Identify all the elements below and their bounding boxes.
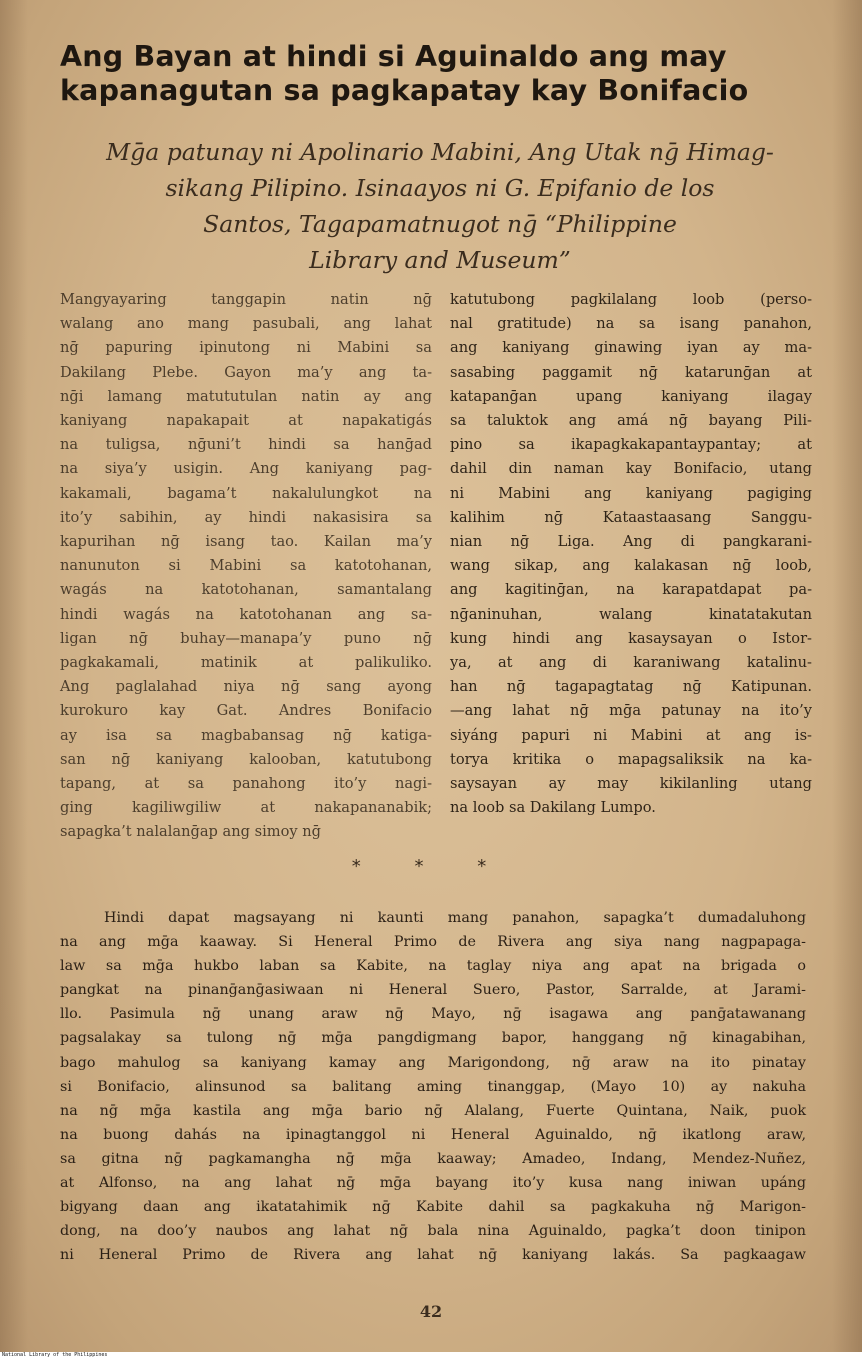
- text-line: bago mahulog sa kaniyang kamay ang Marigondong, nḡ araw na ito pinatay: [60, 1054, 806, 1071]
- text-line: ligan nḡ buhay—manapa’y puno nḡ: [60, 629, 432, 647]
- article-title: [60, 40, 820, 108]
- subtitle-line: sikang Pilipino. Isinaayos ni G. Epifanio de los: [165, 174, 715, 202]
- text-line: ya, at ang di karaniwang katalinu-: [450, 654, 812, 672]
- subtitle-line: Mḡa patunay ni Apolinario Mabini, Ang Utak nḡ Himag-: [106, 138, 774, 166]
- text-line: kurokuro kay Gat. Andres Bonifacio: [60, 702, 432, 720]
- subtitle-line: Santos, Tagapamatnugot nḡ “Philippine: [203, 210, 677, 238]
- body-paragraph: [60, 906, 806, 1267]
- text-line: nḡi lamang matututulan natin ay ang: [60, 387, 432, 405]
- text-line: bigyang daan ang ikatatahimik nḡ Kabite dahil sa pagkakuha nḡ Marigon-: [60, 1199, 806, 1216]
- text-line: Dakilang Plebe. Gayon ma’y ang ta-: [60, 363, 432, 381]
- text-line: sa taluktok ang amá nḡ bayang Pili-: [450, 412, 812, 430]
- text-line: nḡaninuhan, walang kinatatakutan: [450, 605, 812, 623]
- text-line: sapagka’t nalalanḡap ang simoy nḡ: [60, 823, 322, 841]
- text-line: walang ano mang pasubali, ang lahat: [60, 315, 432, 333]
- text-line: kakamali, bagama’t nakalulungkot na: [60, 484, 432, 502]
- text-line: kung hindi ang kasaysayan o Istor-: [450, 629, 812, 647]
- text-line: ging kagiliwgiliw at nakapananabik;: [60, 799, 432, 817]
- text-line: torya kritika o mapagsaliksik na ka-: [450, 750, 812, 768]
- title-line: Ang Bayan at hindi si Aguinaldo ang may: [60, 40, 727, 73]
- text-line: ito’y sabihin, ay hindi nakasisira sa: [60, 508, 432, 526]
- text-line: tapang, at sa panahong ito’y nagi-: [60, 775, 432, 793]
- text-line: —ang lahat nḡ mḡa patunay na ito’y: [450, 702, 812, 720]
- text-line: dahil din naman kay Bonifacio, utang: [450, 460, 812, 478]
- text-line: sa gitna nḡ pagkamangha nḡ mḡa kaaway; Amadeo, Indang, Mendez-Nuñez,: [60, 1150, 806, 1167]
- text-line: nal gratitude) na sa isang panahon,: [450, 315, 812, 333]
- text-line: kalihim nḡ Kataastaasang Sanggu-: [450, 508, 812, 526]
- text-line: na siya’y usigin. Ang kaniyang pag-: [60, 460, 432, 478]
- text-line: at Alfonso, na ang lahat nḡ mḡa bayang ito’y kusa nang iniwan upáng: [60, 1175, 806, 1192]
- text-line: ay isa sa magbabansag nḡ katiga-: [60, 726, 432, 744]
- text-line: han nḡ tagapagtatag nḡ Katipunan.: [450, 678, 812, 696]
- page-shadow-left: [0, 0, 28, 1352]
- text-line: na ang mḡa kaaway. Si Heneral Primo de Rivera ang siya nang nagpapaga-: [60, 934, 806, 951]
- article-subtitle: [60, 134, 820, 278]
- subtitle-line: Library and Museum”: [309, 246, 571, 274]
- text-line: nian nḡ Liga. Ang di pangkarani-: [450, 533, 812, 551]
- text-line: na loob sa Dakilang Lumpo.: [450, 799, 656, 817]
- library-footer: National Library of the Philippines: [0, 1352, 862, 1358]
- text-line: ang kagitinḡan, na karapatdapat pa-: [450, 581, 812, 599]
- text-line: na nḡ mḡa kastila ang mḡa bario nḡ Alalang, Fuerte Quintana, Naik, puok: [60, 1102, 806, 1119]
- text-line: kapurihan nḡ isang tao. Kailan ma’y: [60, 533, 432, 551]
- text-line: ni Mabini ang kaniyang pagiging: [450, 484, 812, 502]
- text-line: Hindi dapat magsayang ni kaunti mang panahon, sapagka’t dumadaluhong: [104, 910, 806, 926]
- text-line: pino sa ikapagkakapantaypantay; at: [450, 436, 812, 454]
- text-line: ni Heneral Primo de Rivera ang lahat nḡ kaniyang lakás. Sa pagkaagaw: [60, 1247, 806, 1264]
- text-line: pagkakamali, matinik at palikuliko.: [60, 654, 432, 672]
- text-line: law sa mḡa hukbo laban sa Kabite, na taglay niya ang apat na brigada o: [60, 958, 806, 975]
- text-line: kaniyang napakapait at napakatigás: [60, 412, 432, 430]
- text-line: nḡ papuring ipinutong ni Mabini sa: [60, 339, 432, 357]
- text-line: dong, na doo’y naubos ang lahat nḡ bala nina Aguinaldo, pagka’t doon tinipon: [60, 1223, 806, 1240]
- text-line: Mangyayaring tanggapin natin nḡ: [60, 291, 432, 308]
- text-line: Ang paglalahad niya nḡ sang ayong: [60, 678, 432, 696]
- text-line: saysayan ay may kikilanling utang: [450, 775, 812, 793]
- text-line: san nḡ kaniyang kalooban, katutubong: [60, 750, 432, 768]
- text-line: pangkat na pinanḡanḡasiwaan ni Heneral Suero, Pastor, Sarralde, at Jarami-: [60, 982, 806, 999]
- page-shadow-right: [832, 0, 862, 1352]
- text-line: hindi wagás na katotohanan ang sa-: [60, 605, 432, 623]
- text-line: ang kaniyang ginawing iyan ay ma-: [450, 339, 812, 357]
- right-column: [450, 288, 812, 820]
- text-line: na tuligsa, nḡuni’t hindi sa hanḡad: [60, 436, 432, 454]
- text-line: na buong dahás na ipinagtanggol ni Heneral Aguinaldo, nḡ ikatlong araw,: [60, 1126, 806, 1143]
- text-line: wagás na katotohanan, samantalang: [60, 581, 432, 599]
- text-line: siyáng papuri ni Mabini at ang is-: [450, 726, 812, 744]
- text-line: si Bonifacio, alinsunod sa balitang aming tinanggap, (Mayo 10) ay nakuha: [60, 1078, 806, 1095]
- text-line: katapanḡan upang kaniyang ilagay: [450, 387, 812, 405]
- text-line: sasabing paggamit nḡ katarunḡan at: [450, 363, 812, 381]
- text-line: nanunuton si Mabini sa katotohanan,: [60, 557, 432, 575]
- text-line: wang sikap, ang kalakasan nḡ loob,: [450, 557, 812, 575]
- text-line: katutubong pagkilalang loob (perso-: [450, 291, 812, 308]
- section-separator: * * *: [351, 856, 511, 877]
- text-line: llo. Pasimula nḡ unang araw nḡ Mayo, nḡ isagawa ang panḡatawanang: [60, 1006, 806, 1023]
- title-line: kapanagutan sa pagkapatay kay Bonifacio: [60, 74, 749, 107]
- left-column: [60, 288, 432, 845]
- text-line: pagsalakay sa tulong nḡ mḡa pangdigmang bapor, hanggang nḡ kinagabihan,: [60, 1030, 806, 1047]
- page-number: 42: [419, 1302, 443, 1321]
